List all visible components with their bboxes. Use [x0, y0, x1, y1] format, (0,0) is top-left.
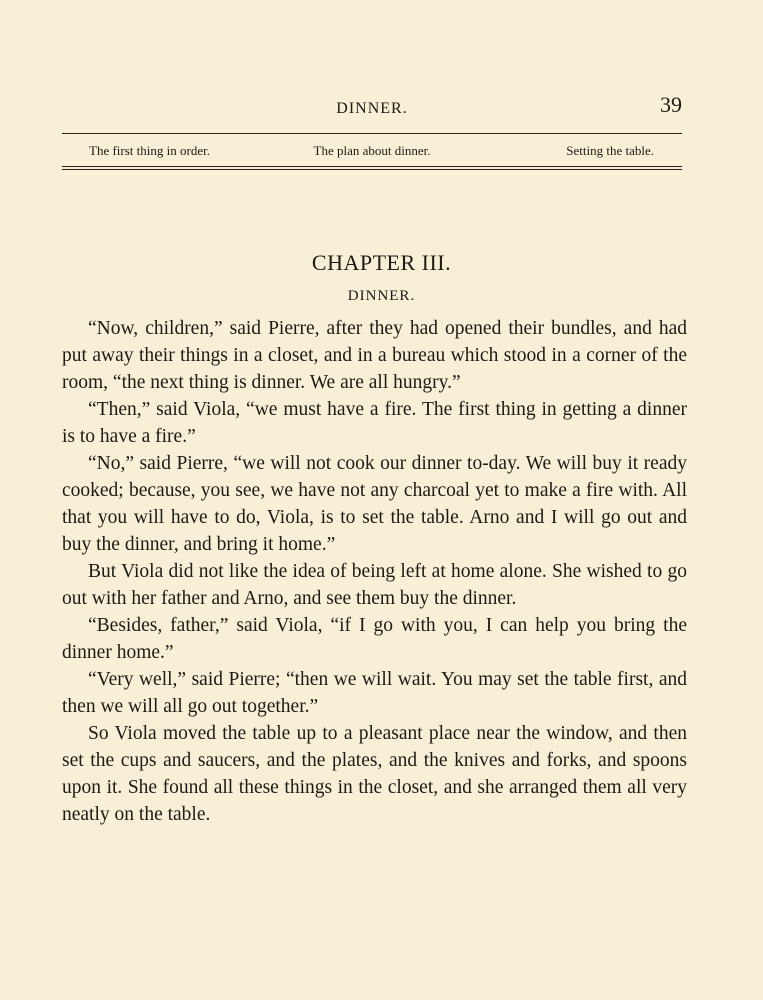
paragraph: But Viola did not like the idea of being left at home alone. She wished to go out with her father and Arno, and see them buy the dinner. [62, 561, 687, 609]
paragraph: “Then,” said Viola, “we must have a fire. The first thing in getting a dinner is to have a fire.” [62, 399, 687, 447]
body-text [62, 315, 687, 828]
chapter-subtitle: DINNER. [347, 288, 416, 304]
header-rule-bottom [62, 166, 682, 167]
header-rule-top [62, 133, 682, 134]
paragraph: So Viola moved the table up to a pleasant place near the window, and then set the cups and saucers, and the plates, and the knives and forks, and spoons upon it. She found all these things in the closet, and she arranged them all very neatly on the table. [62, 723, 687, 825]
chapter-heading: CHAPTER III. [311, 250, 452, 275]
page-number: 39 [660, 92, 682, 117]
headnote-first-thing: The first thing in order. [89, 143, 210, 158]
running-head [62, 92, 682, 122]
headnotes [62, 143, 682, 161]
paragraph: “Very well,” said Pierre; “then we will wait. You may set the table first, and then we will all go out together.” [62, 669, 687, 717]
header-rule-bottom-double [62, 169, 682, 170]
running-title: DINNER. [336, 100, 408, 117]
paragraph: “No,” said Pierre, “we will not cook our dinner to-day. We will buy it ready cooked; because, you see, we have not any charcoal yet to make a fire with. All that you will have to do, Viola, is to set the table. Arno and I will go out and buy the dinner, and bring it home.” [62, 453, 687, 555]
paragraph: “Now, children,” said Pierre, after they had opened their bundles, and had put away their things in a closet, and in a bureau which stood in a corner of the room, “the next thing is dinner. We are all hungry.” [62, 318, 687, 393]
paragraph: “Besides, father,” said Viola, “if I go with you, I can help you bring the dinner home.” [62, 615, 687, 663]
headnote-plan-about-dinner: The plan about dinner. [313, 143, 431, 158]
headnote-setting-table: Setting the table. [566, 143, 654, 158]
